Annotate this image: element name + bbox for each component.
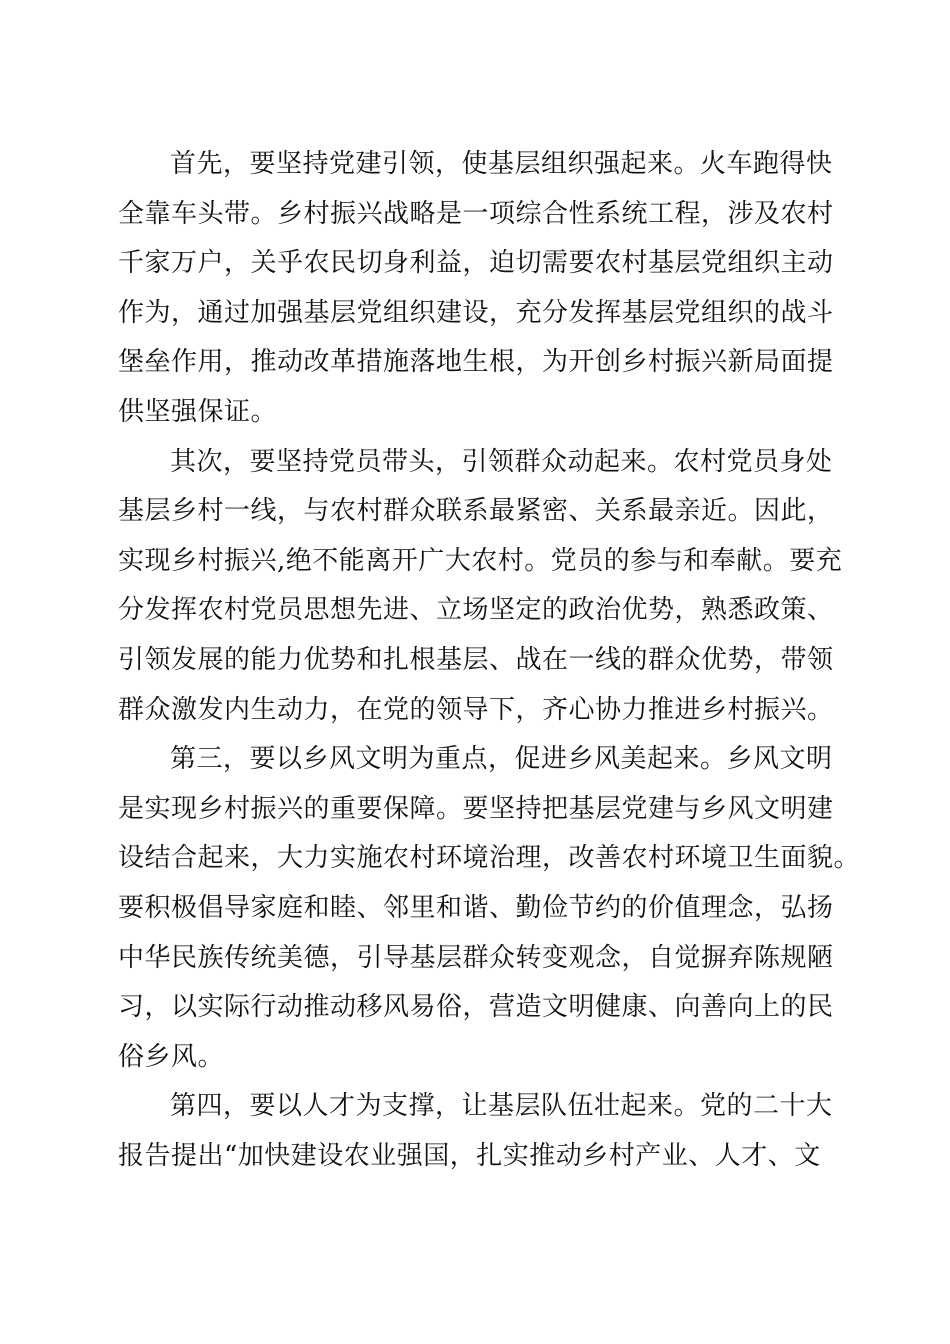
text-line: 实现乡村振兴,绝不能离开广大农村。党员的参与和奉献。要充 <box>118 545 843 576</box>
text-line: 要积极倡导家庭和睦、邻里和谐、勤俭节约的价值理念，弘扬 <box>118 892 834 923</box>
text-line: 供坚强保证。 <box>118 396 278 427</box>
text-line: 引领发展的能力优势和扎根基层、战在一线的群众优势，带领 <box>118 644 834 675</box>
text-line: 首先，要坚持党建引领，使基层组织强起来。火车跑得快 <box>170 149 833 179</box>
text-line: 第四，要以人才为支撑，让基层队伍壮起来。党的二十大 <box>170 1091 833 1122</box>
text-line: 中华民族传统美德，引导基层群众转变观念，自觉摒弃陈规陋 <box>118 942 834 973</box>
text-line: 报告提出“加快建设农业强国，扎实推动乡村产业、人才、文 <box>118 1140 821 1171</box>
text-line: 作为，通过加强基层党组织建设，充分发挥基层党组织的战斗 <box>118 297 834 328</box>
text-line: 俗乡风。 <box>118 1041 225 1072</box>
paragraph-fourth <box>118 1082 833 1181</box>
text-line: 是实现乡村振兴的重要保障。要坚持把基层党建与乡风文明建 <box>118 793 834 824</box>
paragraph-third <box>118 735 861 1082</box>
text-line: 群众激发内生动力，在党的领导下，齐心协力推进乡村振兴。 <box>118 694 834 725</box>
text-line: 习，以实际行动推动移风易俗，营造文明健康、向善向上的民 <box>118 992 834 1023</box>
text-line: 其次，要坚持党员带头，引领群众动起来。农村党员身处 <box>170 446 833 477</box>
text-line: 第三，要以乡风文明为重点，促进乡风美起来。乡风文明 <box>170 744 833 775</box>
text-line: 分发挥农村党员思想先进、立场坚定的政治优势，熟悉政策、 <box>118 595 834 626</box>
text-line: 全靠车头带。乡村振兴战略是一项综合性系统工程，涉及农村 <box>118 198 834 229</box>
text-line: 千家万户，关乎农民切身利益，迫切需要农村基层党组织主动 <box>118 248 834 279</box>
text-line: 设结合起来，大力实施农村环境治理，改善农村环境卫生面貌。 <box>118 843 861 874</box>
text-line: 堡垒作用，推动改革措施落地生根，为开创乡村振兴新局面提 <box>118 347 834 378</box>
paragraph-first <box>118 140 834 438</box>
text-line: 基层乡村一线，与农村群众联系最紧密、关系最亲近。因此， <box>118 496 834 527</box>
body-text <box>118 140 861 1181</box>
paragraph-second <box>118 438 843 736</box>
